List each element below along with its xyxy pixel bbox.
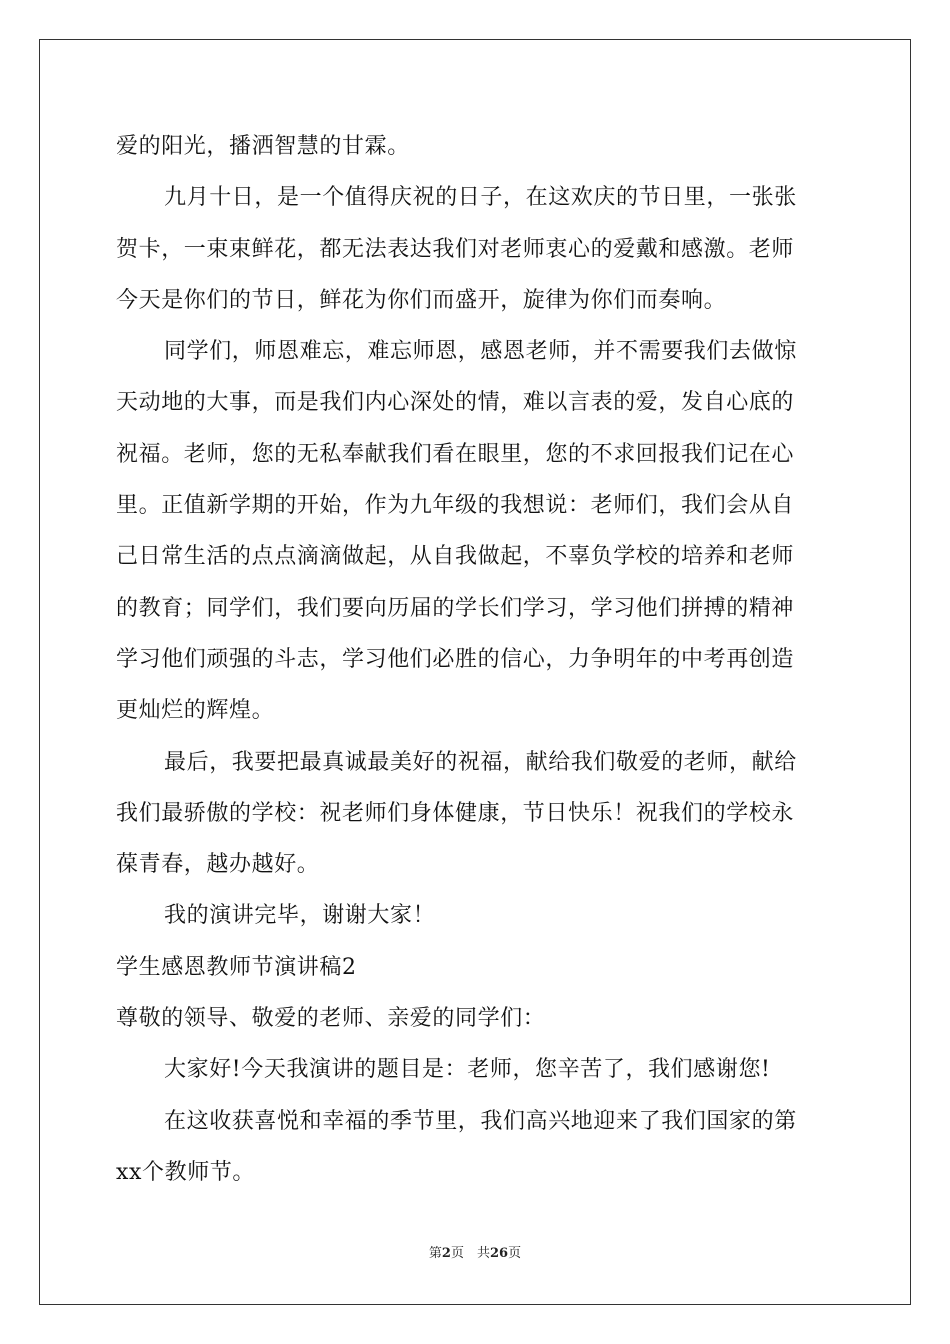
paragraph (116, 1044, 834, 1095)
paragraph (116, 121, 834, 172)
footer-mid: 页 共 (450, 1246, 490, 1261)
text-line: 葆青春，越办越好。 (116, 852, 320, 878)
paragraph (116, 1096, 834, 1199)
text-line: 爱的阳光，播洒智慧的甘霖。 (116, 134, 410, 159)
text-line: 在这收获喜悦和幸福的季节里，我们高兴地迎来了我们国家的第 (164, 1108, 797, 1134)
text-line: 尊敬的领导、敬爱的老师、亲爱的同学们： (116, 1006, 546, 1032)
text-line: 更灿烂的辉煌。 (116, 698, 275, 724)
text-line: 大家好!今天我演讲的题目是：老师，您辛苦了，我们感谢您! (164, 1057, 771, 1083)
text-line: 今天是你们的节日，鲜花为你们而盛开，旋律为你们而奏响。 (116, 287, 727, 313)
text-line: xx个教师节。 (116, 1159, 256, 1185)
text-line: 我的演讲完毕，谢谢大家！ (164, 903, 436, 929)
paragraph (116, 993, 834, 1044)
paragraph (116, 172, 834, 326)
text-line: 的教育；同学们，我们要向历届的学长们学习，学习他们拼搏的精神 (116, 595, 795, 621)
total-pages-number: 26 (489, 1246, 509, 1261)
text-line: 祝福。老师，您的无私奉献我们看在眼里，您的不求回报我们记在心 (116, 441, 795, 467)
text-line: 我们最骄傲的学校：祝老师们身体健康，节日快乐！祝我们的学校永 (116, 800, 795, 826)
paragraph (116, 890, 834, 941)
text-line: 贺卡，一束束鲜花，都无法表达我们对老师衷心的爱戴和感激。老师 (116, 236, 795, 262)
text-line: 里。正值新学期的开始，作为九年级的我想说：老师们，我们会从自 (116, 493, 795, 519)
text-line: 学生感恩教师节演讲稿2 (116, 954, 357, 980)
current-page-number: 2 (441, 1246, 451, 1261)
page-footer (0, 1244, 950, 1264)
text-line: 最后，我要把最真诚最美好的祝福，献给我们敬爱的老师，献给 (164, 749, 797, 775)
text-line: 己日常生活的点点滴滴做起，从自我做起，不辜负学校的培养和老师 (116, 544, 795, 570)
text-line: 学习他们顽强的斗志，学习他们必胜的信心，力争明年的中考再创造 (116, 646, 795, 672)
document-body (116, 121, 834, 1198)
text-line: 天动地的大事，而是我们内心深处的情，难以言表的爱，发自心底的 (116, 390, 795, 416)
footer-suffix: 页 (508, 1246, 522, 1261)
paragraph (116, 326, 834, 736)
paragraph (116, 942, 834, 993)
footer-prefix: 第 (428, 1246, 442, 1261)
text-line: 九月十日，是一个值得庆祝的日子，在这欢庆的节日里，一张张 (164, 185, 797, 211)
paragraph (116, 737, 834, 891)
text-line: 同学们，师恩难忘，难忘师恩，感恩老师，并不需要我们去做惊 (164, 339, 797, 365)
